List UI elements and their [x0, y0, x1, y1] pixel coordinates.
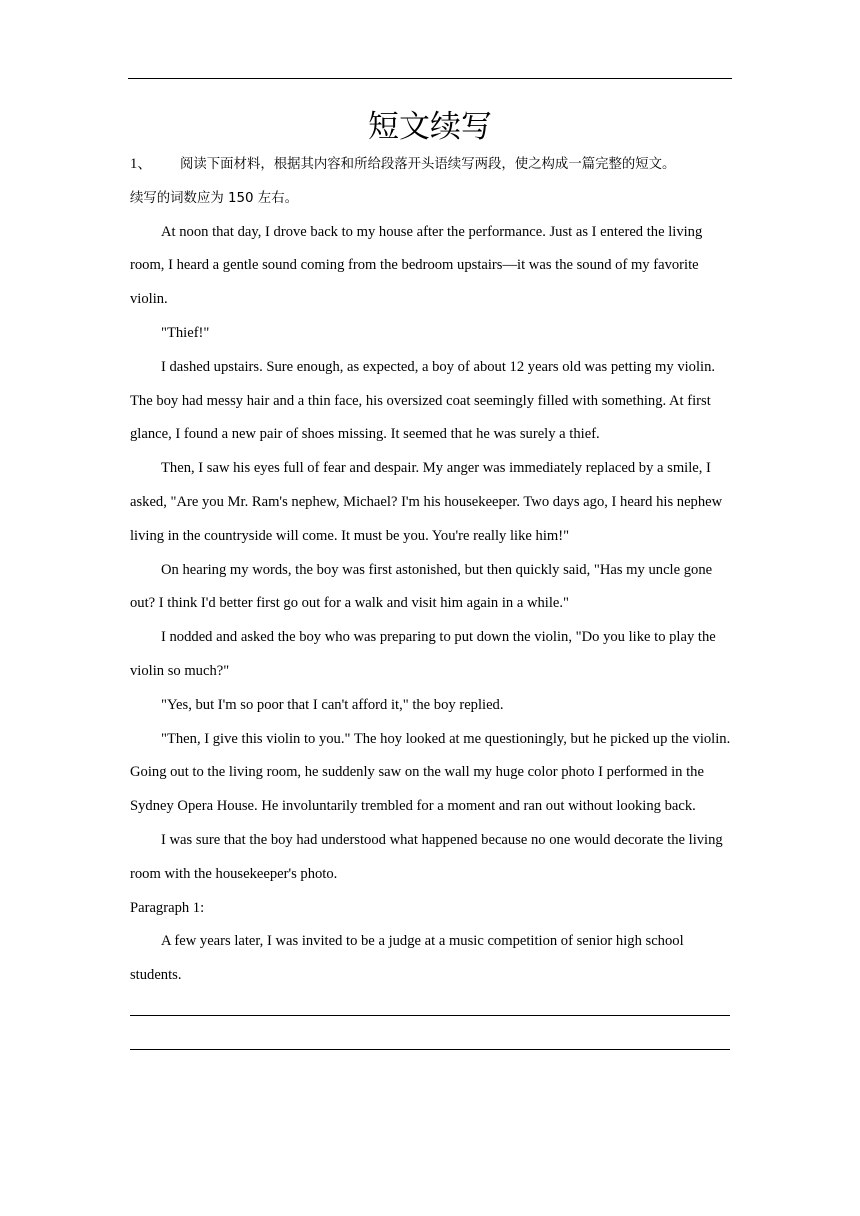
page-title: 短文续写 — [368, 109, 492, 145]
passage-paragraph: "Thief!" — [161, 324, 210, 341]
writing-line[interactable] — [130, 993, 736, 1027]
header-rule — [128, 78, 732, 79]
paragraph-1-label: Paragraph 1: — [130, 899, 205, 916]
passage-paragraph: I dashed upstairs. Sure enough, as expected, a boy of about 12 years old was petting my violin. The boy had messy hair and a thin face, his oversized coat seemingly filled with something. At first glance, I found a new pair of shoes missing. It seemed that he was surely a thief. — [130, 358, 716, 443]
passage-paragraph: "Yes, but I'm so poor that I can't afford it," the boy replied. — [161, 696, 504, 713]
passage-paragraph: "Then, I give this violin to you." The hoy looked at me questioningly, but he picked up the violin. Going out to the living room, he suddenly saw on the wall my huge color photo I performed in the Sydney Opera House. He involuntarily trembled for a moment and ran out without looking back. — [130, 730, 731, 815]
passage-paragraph: At noon that day, I drove back to my house after the performance. Just as I entered the living room, I heard a gentle sound coming from the bedroom upstairs—it was the sound of my favorite violin. — [130, 223, 703, 308]
question-instruction — [130, 148, 736, 182]
document-body — [130, 148, 736, 1061]
paragraph-1-opening: A few years later, I was invited to be a judge at a music competition of senior high school students. — [130, 933, 684, 984]
passage-paragraph: I nodded and asked the boy who was preparing to put down the violin, "Do you like to play the violin so much?" — [130, 629, 716, 679]
question-number: 1、 — [130, 156, 152, 172]
passage-paragraph: Then, I saw his eyes full of fear and despair. My anger was immediately replaced by a smile, I asked, "Are you Mr. Ram's nephew, Michael? I'm his housekeeper. Two days ago, I heard his nephew living in the countryside will come. It must be you. You're really like him!" — [130, 460, 723, 544]
instruction-text-1: 阅读下面材料，根据其内容和所给段落开头语续写两段，使之构成一篇完整的短文。 — [180, 157, 676, 172]
passage-paragraph: I was sure that the boy had understood what happened because no one would decorate the living room with the housekeeper's photo. — [130, 831, 723, 882]
instruction-text-2: 续写的词数应为 150 左右。 — [130, 190, 298, 206]
writing-line[interactable] — [130, 1027, 736, 1061]
passage-paragraph: On hearing my words, the boy was first astonished, but then quickly said, "Has my uncle gone out? I think I'd better first go out for a walk and visit him again in a while." — [130, 561, 713, 612]
